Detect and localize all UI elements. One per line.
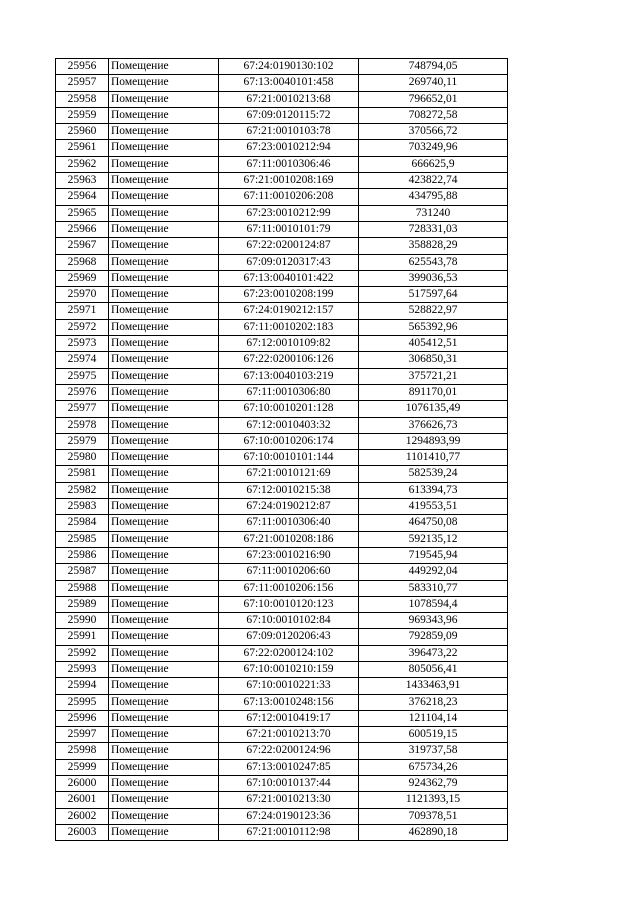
cadastral-number-cell: 67:21:0010112:98 — [219, 824, 359, 840]
object-type-cell: Помещение — [109, 189, 219, 205]
cadastral-value-cell: 462890,18 — [359, 824, 508, 840]
table-row — [56, 205, 508, 221]
object-type-cell: Помещение — [109, 645, 219, 661]
cadastral-value-cell: 399036,53 — [359, 270, 508, 286]
cadastral-number-cell: 67:10:0010201:128 — [219, 401, 359, 417]
object-type-cell: Помещение — [109, 759, 219, 775]
row-number-cell: 25979 — [56, 433, 109, 449]
object-type-cell: Помещение — [109, 613, 219, 629]
cadastral-number-cell: 67:23:0010216:90 — [219, 547, 359, 563]
table-row — [56, 824, 508, 840]
object-type-cell: Помещение — [109, 287, 219, 303]
cadastral-value-cell: 565392,96 — [359, 319, 508, 335]
cadastral-number-cell: 67:09:0120115:72 — [219, 107, 359, 123]
row-number-cell: 25991 — [56, 629, 109, 645]
cadastral-value-cell: 396473,22 — [359, 645, 508, 661]
cadastral-number-cell: 67:12:0010109:82 — [219, 336, 359, 352]
row-number-cell: 26001 — [56, 792, 109, 808]
cadastral-number-cell: 67:10:0010221:33 — [219, 678, 359, 694]
cadastral-number-cell: 67:10:0010210:159 — [219, 661, 359, 677]
table-row — [56, 710, 508, 726]
cadastral-number-cell: 67:24:0190212:87 — [219, 499, 359, 515]
table-row — [56, 727, 508, 743]
object-type-cell: Помещение — [109, 59, 219, 75]
cadastral-value-cell: 708272,58 — [359, 107, 508, 123]
table-row — [56, 270, 508, 286]
cadastral-value-cell: 434795,88 — [359, 189, 508, 205]
cadastral-value-cell: 625543,78 — [359, 254, 508, 270]
table-row — [56, 808, 508, 824]
row-number-cell: 25983 — [56, 499, 109, 515]
table-row — [56, 91, 508, 107]
row-number-cell: 25978 — [56, 417, 109, 433]
object-type-cell: Помещение — [109, 678, 219, 694]
cadastral-value-cell: 1294893,99 — [359, 433, 508, 449]
table-row — [56, 596, 508, 612]
row-number-cell: 25988 — [56, 580, 109, 596]
row-number-cell: 25999 — [56, 759, 109, 775]
row-number-cell: 25968 — [56, 254, 109, 270]
table-row — [56, 661, 508, 677]
row-number-cell: 25986 — [56, 547, 109, 563]
cadastral-number-cell: 67:11:0010206:156 — [219, 580, 359, 596]
cadastral-value-cell: 924362,79 — [359, 776, 508, 792]
cadastral-value-cell: 269740,11 — [359, 75, 508, 91]
cadastral-value-cell: 613394,73 — [359, 482, 508, 498]
row-number-cell: 25958 — [56, 91, 109, 107]
cadastral-value-cell: 748794,05 — [359, 59, 508, 75]
object-type-cell: Помещение — [109, 205, 219, 221]
cadastral-value-cell: 703249,96 — [359, 140, 508, 156]
row-number-cell: 25973 — [56, 336, 109, 352]
cadastral-number-cell: 67:13:0010247:85 — [219, 759, 359, 775]
row-number-cell: 25985 — [56, 531, 109, 547]
row-number-cell: 25975 — [56, 368, 109, 384]
row-number-cell: 26000 — [56, 776, 109, 792]
table-row — [56, 580, 508, 596]
cadastral-number-cell: 67:10:0010101:144 — [219, 450, 359, 466]
object-type-cell: Помещение — [109, 107, 219, 123]
cadastral-value-cell: 792859,09 — [359, 629, 508, 645]
row-number-cell: 25971 — [56, 303, 109, 319]
object-type-cell: Помещение — [109, 727, 219, 743]
table-row — [56, 776, 508, 792]
object-type-cell: Помещение — [109, 564, 219, 580]
table-row — [56, 336, 508, 352]
row-number-cell: 25957 — [56, 75, 109, 91]
row-number-cell: 25996 — [56, 710, 109, 726]
row-number-cell: 25995 — [56, 694, 109, 710]
table-row — [56, 417, 508, 433]
cadastral-number-cell: 67:12:0010403:32 — [219, 417, 359, 433]
cadastral-number-cell: 67:13:0040103:219 — [219, 368, 359, 384]
table-row — [56, 59, 508, 75]
cadastral-value-cell: 600519,15 — [359, 727, 508, 743]
table-body — [56, 59, 508, 841]
row-number-cell: 25970 — [56, 287, 109, 303]
table-row — [56, 629, 508, 645]
cadastral-number-cell: 67:22:0200124:102 — [219, 645, 359, 661]
cadastral-value-cell: 891170,01 — [359, 384, 508, 400]
row-number-cell: 25960 — [56, 124, 109, 140]
cadastral-value-cell: 358828,29 — [359, 238, 508, 254]
cadastral-value-cell: 517597,64 — [359, 287, 508, 303]
cadastral-number-cell: 67:21:0010103:78 — [219, 124, 359, 140]
row-number-cell: 25972 — [56, 319, 109, 335]
object-type-cell: Помещение — [109, 156, 219, 172]
cadastral-value-cell: 1121393,15 — [359, 792, 508, 808]
object-type-cell: Помещение — [109, 808, 219, 824]
cadastral-number-cell: 67:21:0010208:169 — [219, 173, 359, 189]
object-type-cell: Помещение — [109, 124, 219, 140]
table-row — [56, 124, 508, 140]
cadastral-value-cell: 319737,58 — [359, 743, 508, 759]
table-row — [56, 352, 508, 368]
row-number-cell: 25969 — [56, 270, 109, 286]
table-row — [56, 401, 508, 417]
row-number-cell: 25974 — [56, 352, 109, 368]
row-number-cell: 25977 — [56, 401, 109, 417]
table-row — [56, 792, 508, 808]
cadastral-number-cell: 67:11:0010306:40 — [219, 515, 359, 531]
object-type-cell: Помещение — [109, 743, 219, 759]
row-number-cell: 26003 — [56, 824, 109, 840]
row-number-cell: 25956 — [56, 59, 109, 75]
cadastral-number-cell: 67:09:0120317:43 — [219, 254, 359, 270]
object-type-cell: Помещение — [109, 776, 219, 792]
cadastral-number-cell: 67:10:0010137:44 — [219, 776, 359, 792]
table-row — [56, 189, 508, 205]
cadastral-value-cell: 709378,51 — [359, 808, 508, 824]
table-row — [56, 75, 508, 91]
row-number-cell: 25967 — [56, 238, 109, 254]
row-number-cell: 25984 — [56, 515, 109, 531]
cadastral-value-cell: 719545,94 — [359, 547, 508, 563]
object-type-cell: Помещение — [109, 91, 219, 107]
object-type-cell: Помещение — [109, 173, 219, 189]
table-row — [56, 221, 508, 237]
cadastral-number-cell: 67:13:0040101:422 — [219, 270, 359, 286]
cadastral-number-cell: 67:21:0010121:69 — [219, 466, 359, 482]
cadastral-value-cell: 1433463,91 — [359, 678, 508, 694]
table-row — [56, 531, 508, 547]
cadastral-number-cell: 67:10:0010206:174 — [219, 433, 359, 449]
object-type-cell: Помещение — [109, 433, 219, 449]
table-row — [56, 173, 508, 189]
table-row — [56, 564, 508, 580]
cadastral-number-cell: 67:10:0010102:84 — [219, 613, 359, 629]
cadastral-value-cell: 1076135,49 — [359, 401, 508, 417]
row-number-cell: 25961 — [56, 140, 109, 156]
cadastral-value-cell: 805056,41 — [359, 661, 508, 677]
cadastral-value-cell: 376626,73 — [359, 417, 508, 433]
cadastral-number-cell: 67:22:0200106:126 — [219, 352, 359, 368]
object-type-cell: Помещение — [109, 710, 219, 726]
cadastral-value-cell: 1101410,77 — [359, 450, 508, 466]
table-row — [56, 287, 508, 303]
table-row — [56, 303, 508, 319]
cadastral-value-cell: 375721,21 — [359, 368, 508, 384]
object-type-cell: Помещение — [109, 319, 219, 335]
table-row — [56, 319, 508, 335]
row-number-cell: 25993 — [56, 661, 109, 677]
cadastral-value-cell: 583310,77 — [359, 580, 508, 596]
row-number-cell: 25980 — [56, 450, 109, 466]
object-type-cell: Помещение — [109, 596, 219, 612]
table-row — [56, 743, 508, 759]
object-type-cell: Помещение — [109, 368, 219, 384]
object-type-cell: Помещение — [109, 661, 219, 677]
row-number-cell: 25976 — [56, 384, 109, 400]
object-type-cell: Помещение — [109, 629, 219, 645]
cadastral-value-cell: 449292,04 — [359, 564, 508, 580]
table-row — [56, 515, 508, 531]
cadastral-number-cell: 67:11:0010306:80 — [219, 384, 359, 400]
cadastral-value-cell: 370566,72 — [359, 124, 508, 140]
cadastral-value-table — [55, 58, 508, 841]
cadastral-number-cell: 67:24:0190130:102 — [219, 59, 359, 75]
table-row — [56, 482, 508, 498]
row-number-cell: 25989 — [56, 596, 109, 612]
row-number-cell: 25963 — [56, 173, 109, 189]
cadastral-number-cell: 67:11:0010206:208 — [219, 189, 359, 205]
table-row — [56, 384, 508, 400]
cadastral-number-cell: 67:24:0190212:157 — [219, 303, 359, 319]
table-row — [56, 368, 508, 384]
cadastral-value-cell: 419553,51 — [359, 499, 508, 515]
cadastral-value-cell: 969343,96 — [359, 613, 508, 629]
table-row — [56, 759, 508, 775]
cadastral-value-cell: 121104,14 — [359, 710, 508, 726]
table-row — [56, 694, 508, 710]
cadastral-number-cell: 67:21:0010213:70 — [219, 727, 359, 743]
table-row — [56, 156, 508, 172]
object-type-cell: Помещение — [109, 466, 219, 482]
cadastral-number-cell: 67:21:0010208:186 — [219, 531, 359, 547]
cadastral-number-cell: 67:12:0010215:38 — [219, 482, 359, 498]
object-type-cell: Помещение — [109, 417, 219, 433]
object-type-cell: Помещение — [109, 401, 219, 417]
cadastral-value-cell: 731240 — [359, 205, 508, 221]
object-type-cell: Помещение — [109, 531, 219, 547]
table-row — [56, 466, 508, 482]
table-row — [56, 499, 508, 515]
cadastral-value-cell: 405412,51 — [359, 336, 508, 352]
cadastral-value-cell: 376218,23 — [359, 694, 508, 710]
cadastral-number-cell: 67:13:0040101:458 — [219, 75, 359, 91]
cadastral-number-cell: 67:11:0010202:183 — [219, 319, 359, 335]
cadastral-number-cell: 67:23:0010212:99 — [219, 205, 359, 221]
cadastral-number-cell: 67:09:0120206:43 — [219, 629, 359, 645]
object-type-cell: Помещение — [109, 270, 219, 286]
object-type-cell: Помещение — [109, 303, 219, 319]
object-type-cell: Помещение — [109, 824, 219, 840]
object-type-cell: Помещение — [109, 221, 219, 237]
cadastral-value-cell: 528822,97 — [359, 303, 508, 319]
row-number-cell: 25982 — [56, 482, 109, 498]
row-number-cell: 25959 — [56, 107, 109, 123]
cadastral-number-cell: 67:11:0010206:60 — [219, 564, 359, 580]
row-number-cell: 25966 — [56, 221, 109, 237]
cadastral-value-cell: 666625,9 — [359, 156, 508, 172]
cadastral-value-cell: 423822,74 — [359, 173, 508, 189]
object-type-cell: Помещение — [109, 792, 219, 808]
row-number-cell: 25964 — [56, 189, 109, 205]
cadastral-number-cell: 67:11:0010101:79 — [219, 221, 359, 237]
object-type-cell: Помещение — [109, 254, 219, 270]
table-row — [56, 547, 508, 563]
row-number-cell: 25997 — [56, 727, 109, 743]
cadastral-number-cell: 67:23:0010212:94 — [219, 140, 359, 156]
object-type-cell: Помещение — [109, 238, 219, 254]
object-type-cell: Помещение — [109, 547, 219, 563]
cadastral-value-cell: 582539,24 — [359, 466, 508, 482]
row-number-cell: 26002 — [56, 808, 109, 824]
table-row — [56, 678, 508, 694]
table-row — [56, 238, 508, 254]
cadastral-value-cell: 592135,12 — [359, 531, 508, 547]
row-number-cell: 25981 — [56, 466, 109, 482]
cadastral-number-cell: 67:22:0200124:87 — [219, 238, 359, 254]
object-type-cell: Помещение — [109, 580, 219, 596]
cadastral-number-cell: 67:21:0010213:68 — [219, 91, 359, 107]
object-type-cell: Помещение — [109, 482, 219, 498]
row-number-cell: 25990 — [56, 613, 109, 629]
row-number-cell: 25998 — [56, 743, 109, 759]
cadastral-number-cell: 67:22:0200124:96 — [219, 743, 359, 759]
cadastral-number-cell: 67:12:0010419:17 — [219, 710, 359, 726]
table-row — [56, 450, 508, 466]
row-number-cell: 25962 — [56, 156, 109, 172]
row-number-cell: 25965 — [56, 205, 109, 221]
row-number-cell: 25992 — [56, 645, 109, 661]
object-type-cell: Помещение — [109, 336, 219, 352]
cadastral-number-cell: 67:23:0010208:199 — [219, 287, 359, 303]
cadastral-value-cell: 675734,26 — [359, 759, 508, 775]
object-type-cell: Помещение — [109, 384, 219, 400]
cadastral-value-cell: 464750,08 — [359, 515, 508, 531]
row-number-cell: 25994 — [56, 678, 109, 694]
table-row — [56, 140, 508, 156]
object-type-cell: Помещение — [109, 450, 219, 466]
cadastral-value-cell: 728331,03 — [359, 221, 508, 237]
table-row — [56, 613, 508, 629]
cadastral-value-cell: 796652,01 — [359, 91, 508, 107]
cadastral-number-cell: 67:13:0010248:156 — [219, 694, 359, 710]
object-type-cell: Помещение — [109, 694, 219, 710]
cadastral-number-cell: 67:24:0190123:36 — [219, 808, 359, 824]
object-type-cell: Помещение — [109, 515, 219, 531]
cadastral-value-cell: 1078594,4 — [359, 596, 508, 612]
table-row — [56, 645, 508, 661]
cadastral-value-cell: 306850,31 — [359, 352, 508, 368]
table-row — [56, 254, 508, 270]
object-type-cell: Помещение — [109, 499, 219, 515]
table-row — [56, 433, 508, 449]
cadastral-number-cell: 67:21:0010213:30 — [219, 792, 359, 808]
object-type-cell: Помещение — [109, 352, 219, 368]
table-row — [56, 107, 508, 123]
object-type-cell: Помещение — [109, 140, 219, 156]
object-type-cell: Помещение — [109, 75, 219, 91]
row-number-cell: 25987 — [56, 564, 109, 580]
cadastral-number-cell: 67:11:0010306:46 — [219, 156, 359, 172]
cadastral-number-cell: 67:10:0010120:123 — [219, 596, 359, 612]
